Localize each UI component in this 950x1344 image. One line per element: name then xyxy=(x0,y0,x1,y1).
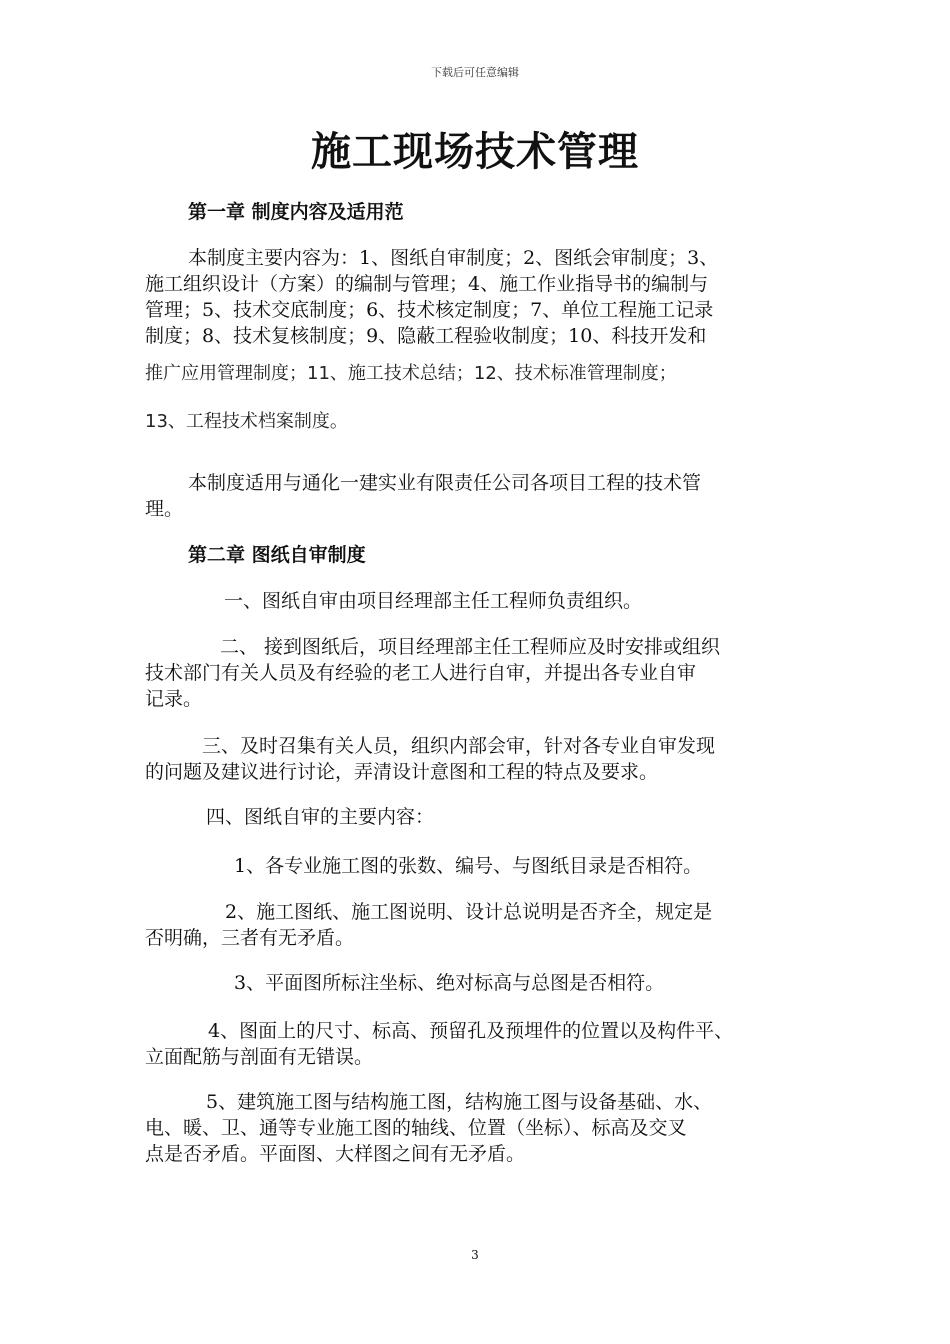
chapter-1-content-line: 13、工程技术档案制度。 xyxy=(145,411,348,432)
chapter-1-content-line: 施工组织设计（方案）的编制与管理；4、施工作业指导书的编制与 xyxy=(145,273,709,295)
chapter-2-heading: 第二章 图纸自审制度 xyxy=(188,544,366,566)
chapter-1-scope-line: 理。 xyxy=(145,498,184,520)
chapter-1-scope-line: 本制度适用与通化一建实业有限责任公司各项目工程的技术管 xyxy=(188,472,702,494)
chapter-2-sub-item-2-line: 否明确，三者有无矛盾。 xyxy=(145,927,355,949)
chapter-1-content-line: 制度；8、技术复核制度；9、隐蔽工程验收制度；10、科技开发和 xyxy=(145,325,707,347)
page-header: 下载后可任意编辑 xyxy=(431,66,519,79)
chapter-2-sub-item-5-line: 点是否矛盾。平面图、大样图之间有无矛盾。 xyxy=(145,1143,526,1165)
chapter-2-item-2-line: 二、 接到图纸后，项目经理部主任工程师应及时安排或组织 xyxy=(220,636,721,658)
chapter-2-sub-item-1: 1、各专业施工图的张数、编号、与图纸目录是否相符。 xyxy=(234,855,703,877)
chapter-2-item-4: 四、图纸自审的主要内容： xyxy=(206,806,435,828)
page-number: 3 xyxy=(471,1248,479,1262)
chapter-2-item-2-line: 记录。 xyxy=(145,688,203,710)
chapter-1-content-line: 管理；5、技术交底制度；6、技术核定制度；7、单位工程施工记录 xyxy=(145,299,714,321)
chapter-1-heading: 第一章 制度内容及适用范 xyxy=(188,201,404,223)
chapter-2-sub-item-3: 3、平面图所标注坐标、绝对标高与总图是否相符。 xyxy=(234,972,665,994)
chapter-1-content-line: 推广应用管理制度；11、施工技术总结；12、技术标准管理制度； xyxy=(145,363,677,384)
chapter-1-content-line: 本制度主要内容为：1、图纸自审制度；2、图纸会审制度；3、 xyxy=(188,247,719,269)
document-title: 施工现场技术管理 xyxy=(311,128,639,175)
chapter-2-item-3-line: 的问题及建议进行讨论，弄清设计意图和工程的特点及要求。 xyxy=(145,761,659,783)
chapter-2-sub-item-5-line: 电、暖、卫、通等专业施工图的轴线、位置（坐标）、标高及交叉 xyxy=(145,1117,687,1139)
chapter-2-item-3-line: 三、及时召集有关人员，组织内部会审，针对各专业自审发现 xyxy=(202,735,716,757)
chapter-2-item-2-line: 技术部门有关人员及有经验的老工人进行自审，并提出各专业自审 xyxy=(145,662,697,684)
chapter-2-sub-item-5-line: 5、建筑施工图与结构施工图，结构施工图与设备基础、水、 xyxy=(206,1091,713,1113)
chapter-2-item-1: 一、图纸自审由项目经理部主任工程师负责组织。 xyxy=(224,590,643,612)
chapter-2-sub-item-2-line: 2、施工图纸、施工图说明、设计总说明是否齐全，规定是 xyxy=(225,901,713,923)
chapter-2-sub-item-4-line: 立面配筋与剖面有无错误。 xyxy=(145,1046,374,1068)
chapter-2-sub-item-4-line: 4、图面上的尺寸、标高、预留孔及预埋件的位置以及构件平、 xyxy=(208,1020,734,1042)
